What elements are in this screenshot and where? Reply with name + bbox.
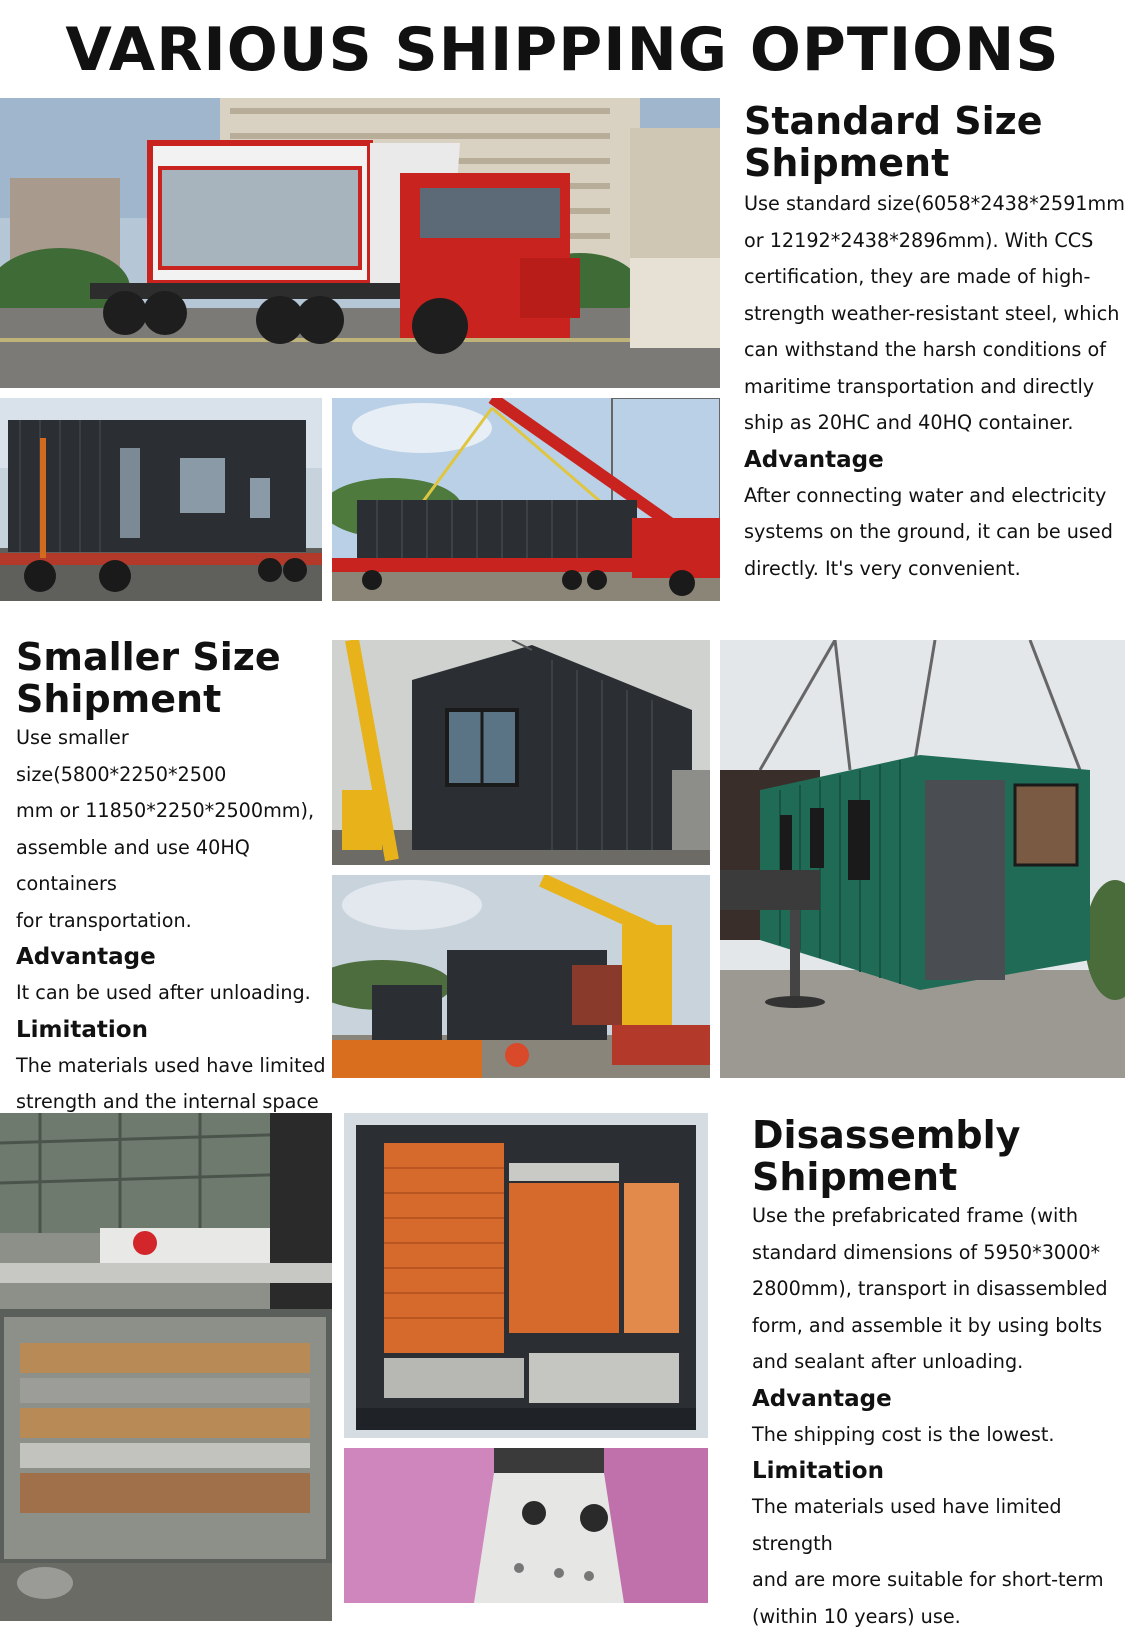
disassembly-advantage-label: Advantage (752, 1381, 1125, 1417)
standard-desc-line: maritime transportation and directly (744, 369, 1125, 406)
photo-crane-lifting-container (332, 398, 720, 601)
smaller-desc-line: for transportation. (16, 903, 326, 940)
standard-desc-line: ship as 20HC and 40HQ container. (744, 405, 1125, 442)
disassembly-limitation-line: (within 10 years) use. (752, 1599, 1125, 1635)
page-title: VARIOUS SHIPPING OPTIONS (0, 10, 1125, 90)
smaller-heading-line1: Smaller Size (16, 636, 326, 678)
disassembly-desc-line: form, and assemble it by using bolts (752, 1308, 1125, 1345)
standard-desc-line: can withstand the harsh conditions of (744, 332, 1125, 369)
standard-advantage-line: After connecting water and electricity (744, 478, 1125, 515)
smaller-limitation-line: The materials used have limited (16, 1048, 326, 1085)
smaller-limitation-line: strength and the internal space (16, 1084, 326, 1121)
standard-desc-line: or 12192*2438*2896mm). With CCS (744, 223, 1125, 260)
standard-advantage-line: systems on the ground, it can be used (744, 514, 1125, 551)
disassembly-desc-line: Use the prefabricated frame (with (752, 1198, 1125, 1235)
smaller-heading-line2: Shipment (16, 678, 326, 720)
photo-red-truck-container-house (0, 98, 720, 388)
disassembly-advantage-line: The shipping cost is the lowest. (752, 1417, 1125, 1454)
photo-warehouse-frames (0, 1113, 332, 1621)
photo-green-container-lifted (720, 640, 1125, 1078)
smaller-advantage-label: Advantage (16, 939, 326, 975)
standard-heading-line2: Shipment (744, 142, 1125, 184)
disassembly-limitation-label: Limitation (752, 1453, 1125, 1489)
photo-black-container-with-window (332, 640, 710, 865)
standard-advantage-label: Advantage (744, 442, 1125, 478)
disassembly-desc-line: 2800mm), transport in disassembled (752, 1271, 1125, 1308)
disassembly-heading-line1: Disassembly (752, 1114, 1125, 1156)
smaller-shipment-section (16, 636, 326, 1157)
photo-container-packed-panels (344, 1113, 708, 1438)
disassembly-shipment-section (752, 1114, 1125, 1635)
standard-shipment-section (744, 100, 1125, 587)
smaller-desc-line: mm or 11850*2250*2500mm), (16, 793, 326, 830)
disassembly-desc-line: standard dimensions of 5950*3000* (752, 1235, 1125, 1272)
disassembly-desc-line: and sealant after unloading. (752, 1344, 1125, 1381)
smaller-desc-line: assemble and use 40HQ containers (16, 830, 326, 903)
disassembly-limitation-line: and are more suitable for short-term (752, 1562, 1125, 1599)
photo-black-container-on-trailer (0, 398, 322, 601)
disassembly-limitation-line: The materials used have limited strength (752, 1489, 1125, 1562)
photo-forklift-crane-containers (332, 875, 710, 1078)
standard-desc-line: certification, they are made of high- (744, 259, 1125, 296)
photo-steel-corner-fitting (344, 1448, 708, 1603)
disassembly-heading-line2: Shipment (752, 1156, 1125, 1198)
smaller-advantage-line: It can be used after unloading. (16, 975, 326, 1012)
standard-heading-line1: Standard Size (744, 100, 1125, 142)
standard-advantage-line: directly. It's very convenient. (744, 551, 1125, 588)
smaller-desc-line: Use smaller size(5800*2250*2500 (16, 720, 326, 793)
standard-desc-line: strength weather-resistant steel, which (744, 296, 1125, 333)
smaller-limitation-label: Limitation (16, 1012, 326, 1048)
standard-desc-line: Use standard size(6058*2438*2591mm (744, 186, 1125, 223)
